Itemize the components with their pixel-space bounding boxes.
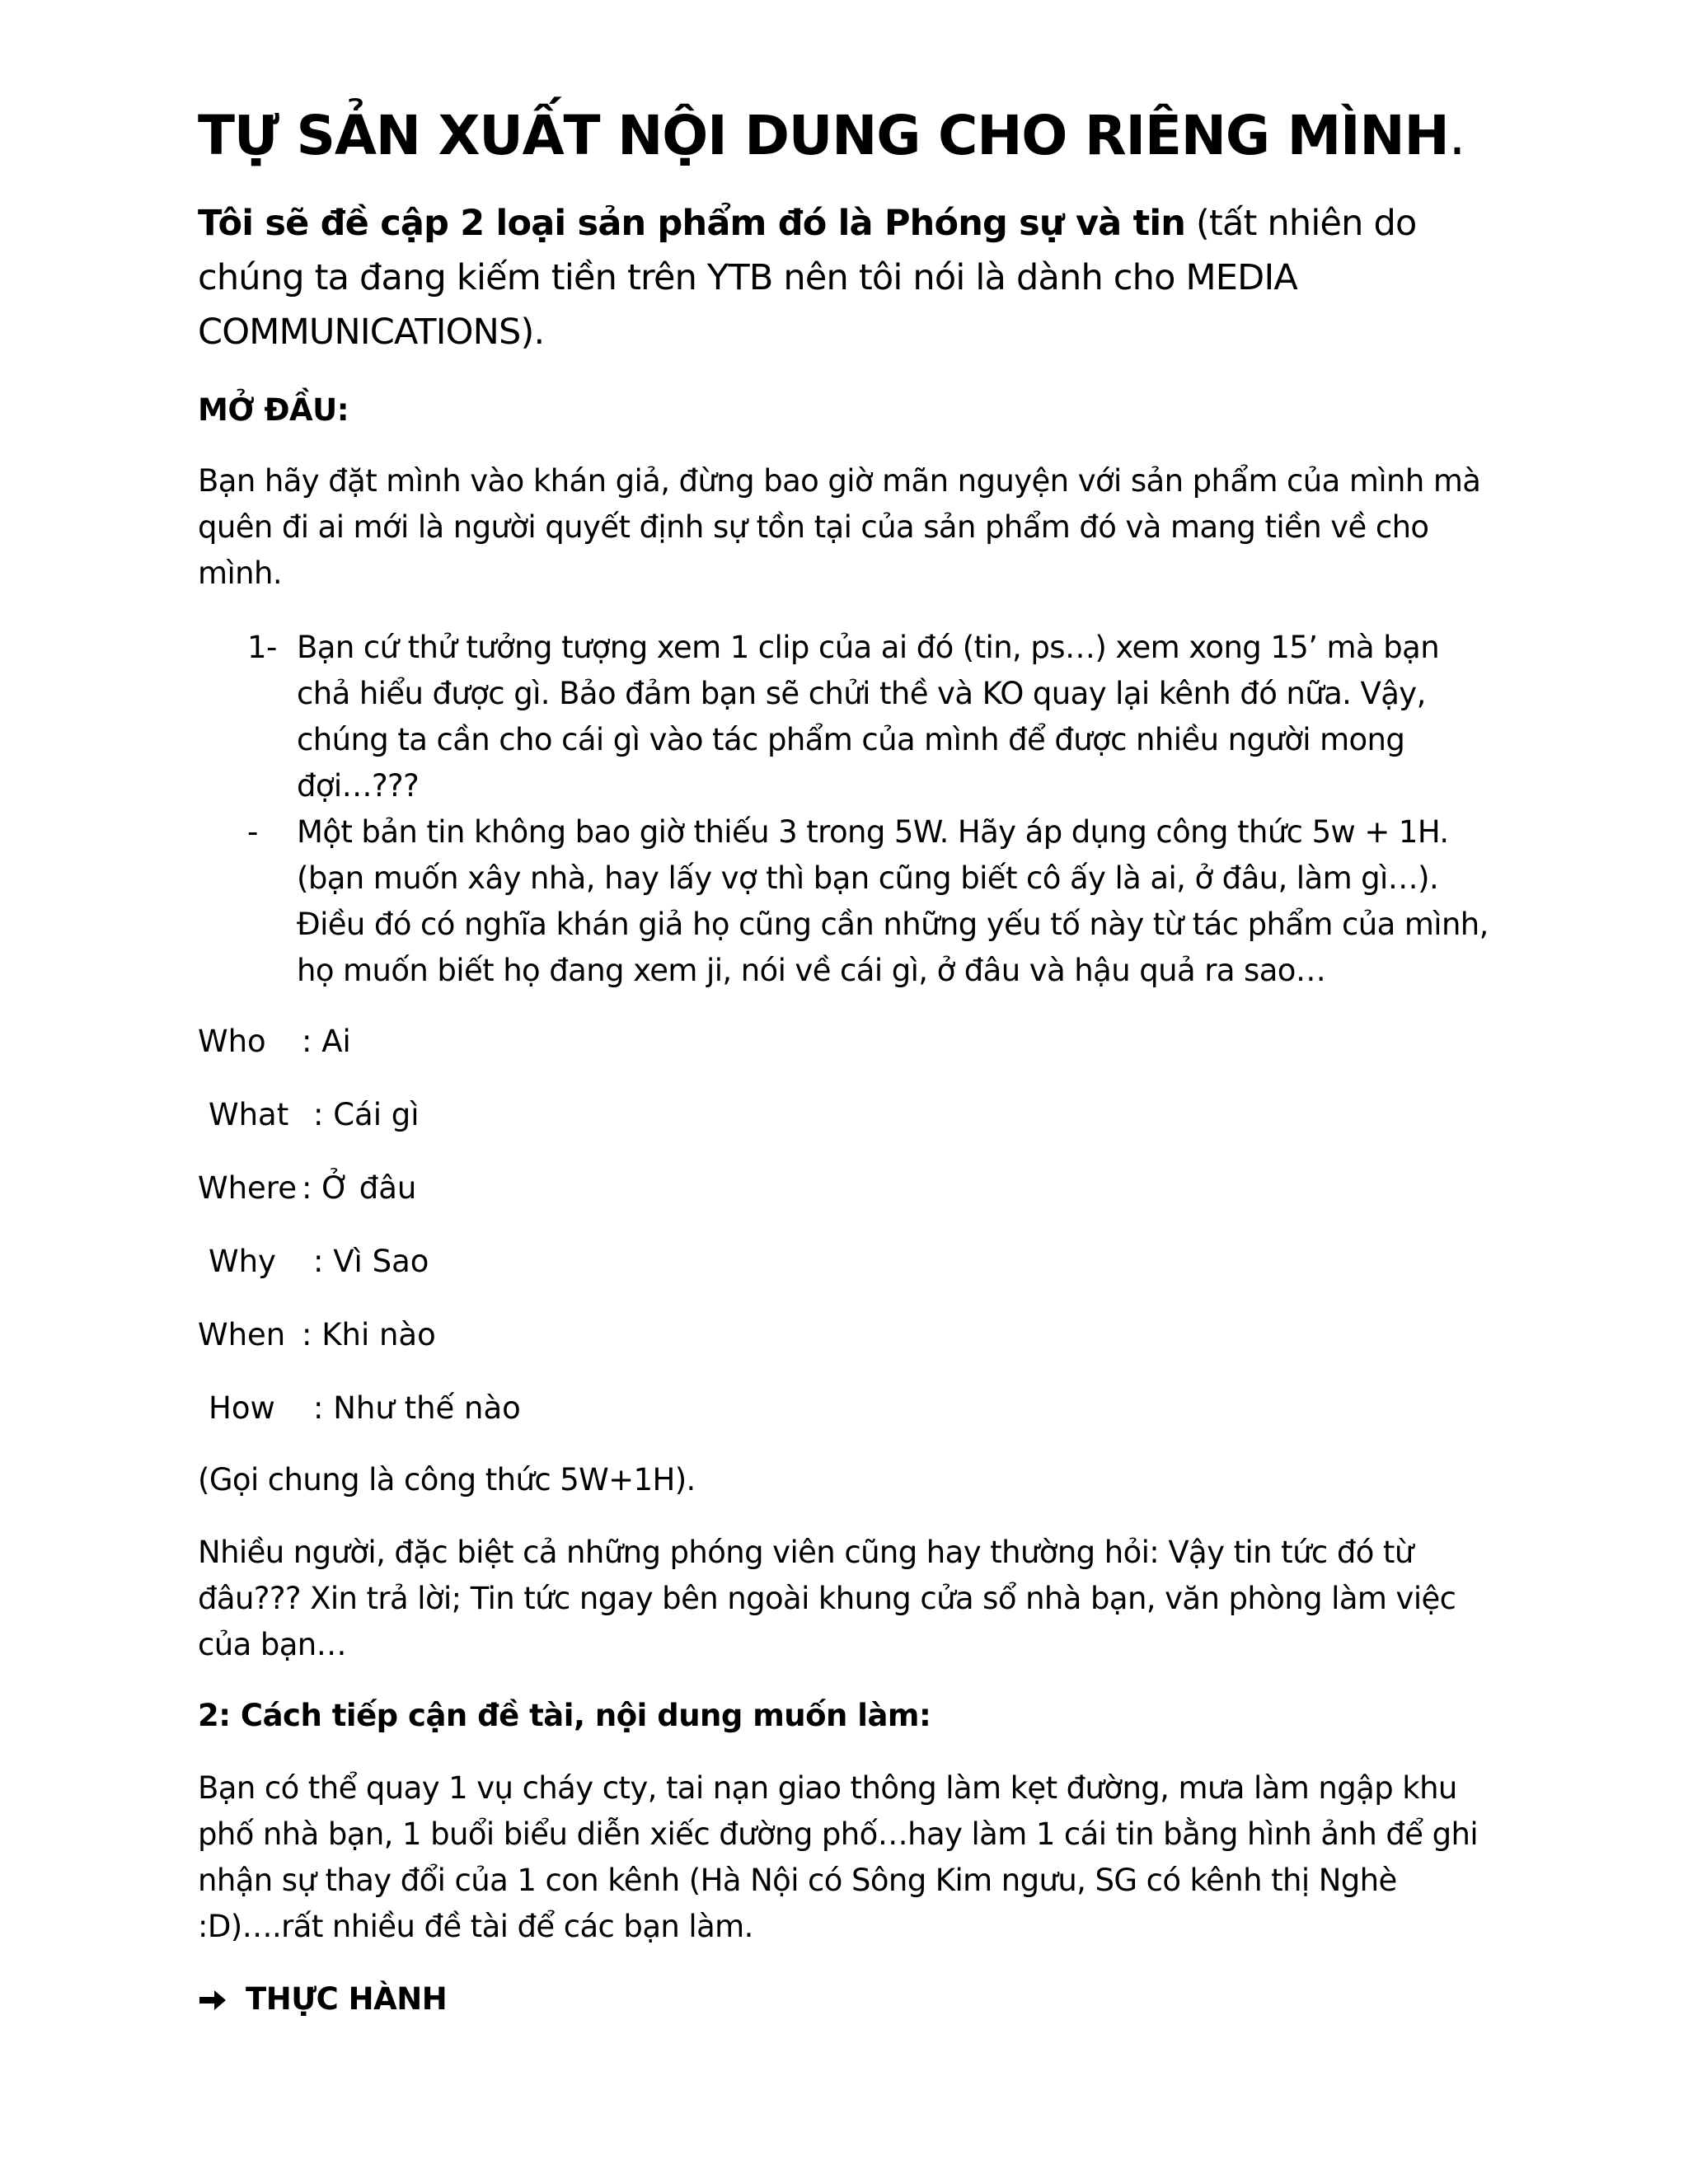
five-w-meaning: : Như thế nào bbox=[313, 1390, 521, 1426]
section2-heading: 2: Cách tiếp cận đề tài, nội dung muốn làm: bbox=[198, 1698, 931, 1733]
five-w-term: How bbox=[209, 1390, 275, 1426]
list-item bbox=[247, 809, 1500, 994]
title-text: TỰ SẢN XUẤT NỘI DUNG CHO RIÊNG MÌNH bbox=[198, 104, 1449, 167]
list-marker: - bbox=[247, 814, 258, 850]
title-period: . bbox=[1448, 104, 1465, 167]
right-arrow-icon bbox=[198, 1976, 227, 2022]
mo-dau-heading: MỞ ĐẦU: bbox=[198, 392, 349, 428]
five-w-term: What bbox=[209, 1097, 289, 1132]
list-item bbox=[247, 625, 1500, 809]
intro-bold-text: Tôi sẽ đề cập 2 loại sản phẩm đó là Phóng sự và tin bbox=[198, 203, 1186, 244]
page-title bbox=[198, 97, 1465, 175]
list-item-text: Bạn cứ thử tưởng tượng xem 1 clip của ai đó (tin, ps…) xem xong 15’ mà bạn chả hiểu được gì. Bảo đảm bạn sẽ chửi thề và KO quay lại kênh đó nữa. Vậy, chúng ta cần cho cái gì vào tác phẩm của mình để được nhiều người mong đợi…??? bbox=[297, 630, 1440, 804]
section2-paragraph: Bạn có thể quay 1 vụ cháy cty, tai nạn giao thông làm kẹt đường, mưa làm ngập khu phố nhà bạn, 1 buổi biểu diễn xiếc đường phố…hay làm 1 cái tin bằng hình ảnh để ghi nhận sự thay đổi của 1 con kênh (Hà Nội có Sông Kim ngưu, SG có kênh thị Nghè :D)….rất nhiều đề tài để các bạn làm. bbox=[198, 1770, 1478, 1944]
list-item-text: Một bản tin không bao giờ thiếu 3 trong 5W. Hãy áp dụng công thức 5w + 1H. (bạn muốn xây nhà, hay lấy vợ thì bạn cũng biết cô ấy là ai, ở đâu, làm gì…). Điều đó có nghĩa khán giả họ cũng cần những yếu tố này từ tác phẩm của mình, họ muốn biết họ đang xem ji, nói về cái gì, ở đâu và hậu quả ra sao… bbox=[297, 814, 1489, 988]
five-w-meaning: : Ai bbox=[302, 1024, 351, 1059]
five-w-term: Where bbox=[198, 1170, 297, 1206]
five-w-term: Who bbox=[198, 1024, 266, 1059]
five-w-meaning: : Khi nào bbox=[302, 1317, 436, 1352]
practice-label: THỰC HÀNH bbox=[246, 1981, 448, 2017]
intro-paragraph bbox=[198, 196, 1517, 359]
five-w-term: When bbox=[198, 1317, 286, 1352]
formula-note: (Gọi chung là công thức 5W+1H). bbox=[198, 1462, 696, 1497]
five-w-meaning: : Vì Sao bbox=[313, 1244, 429, 1279]
list-marker: 1- bbox=[247, 630, 277, 665]
intro-rest-text: (tất nhiên do chúng ta đang kiếm tiền trên YTB nên tôi nói là dành cho MEDIA COMMUNICATIONS). bbox=[198, 203, 1417, 353]
question-paragraph: Nhiều người, đặc biệt cả những phóng viên cũng hay thường hỏi: Vậy tin tức đó từ đâu??? Xin trả lời; Tin tức ngay bên ngoài khung cửa sổ nhà bạn, văn phòng làm việc của bạn… bbox=[198, 1535, 1456, 1662]
five-w-term: Why bbox=[209, 1244, 276, 1279]
five-w-meaning: : Ở đâu bbox=[302, 1170, 417, 1206]
practice-heading bbox=[198, 1976, 447, 2022]
mo-dau-paragraph: Bạn hãy đặt mình vào khán giả, đừng bao giờ mãn nguyện với sản phẩm của mình mà quên đi ai mới là người quyết định sự tồn tại của sản phẩm đó và mang tiền về cho mình. bbox=[198, 463, 1481, 591]
five-w-meaning: : Cái gì bbox=[313, 1097, 420, 1132]
